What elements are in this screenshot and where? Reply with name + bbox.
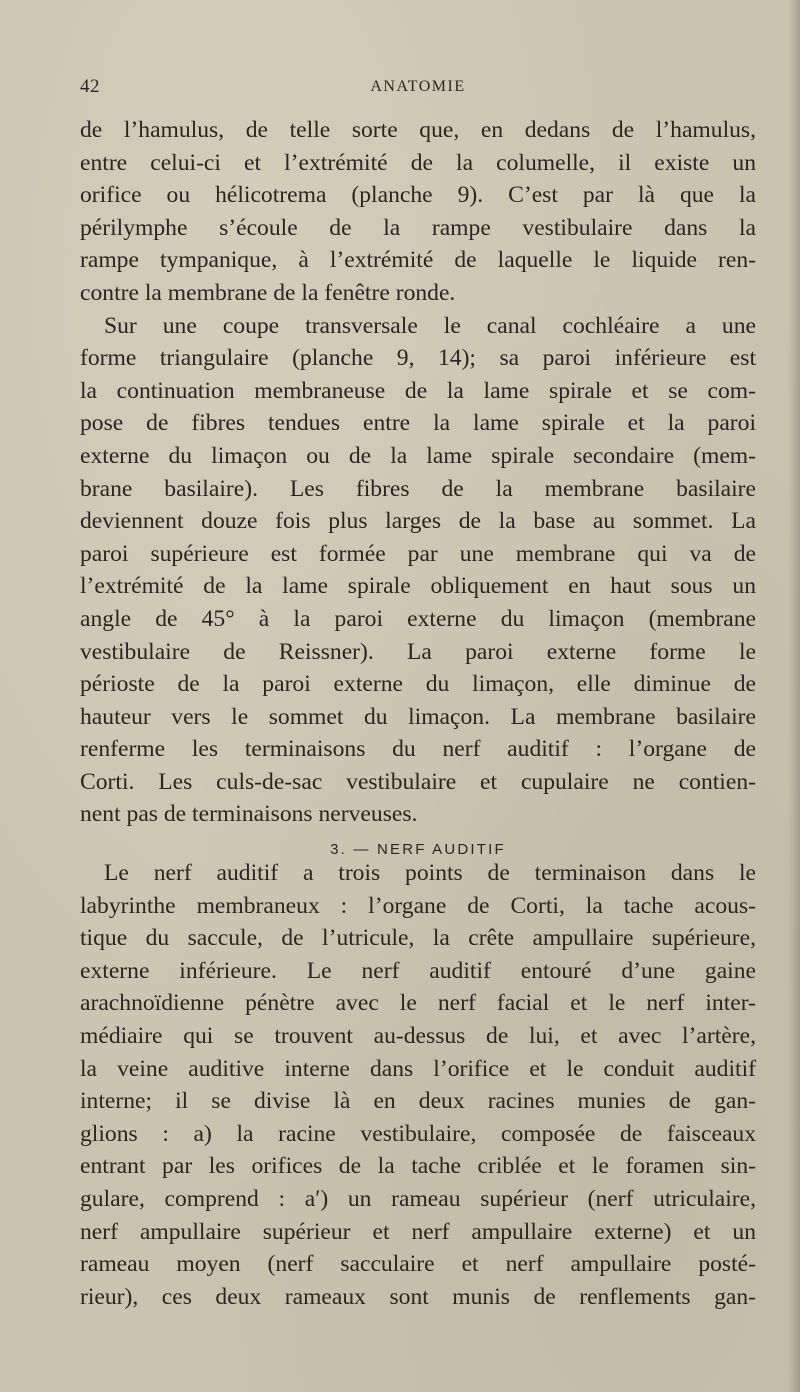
text-line: médiaire qui se trouvent au-dessus de lui, et avec l’artère, <box>80 1022 756 1049</box>
text-line: rampe tympanique, à l’extrémité de laquelle le liquide ren- <box>80 247 756 274</box>
text-line: gulare, comprend : a′) un rameau supérieur (nerf utriculaire, <box>80 1185 756 1212</box>
text-line: brane basilaire). Les fibres de la membrane basilaire <box>80 475 756 502</box>
paragraph-canal-cochleaire <box>80 310 756 832</box>
text-line: forme triangulaire (planche 9, 14); sa paroi inférieure est <box>80 345 756 372</box>
text-line: arachnoïdienne pénètre avec le nerf facial et le nerf inter- <box>80 990 756 1017</box>
text-line: angle de 45° à la paroi externe du limaçon (membrane <box>80 605 756 632</box>
section-heading <box>80 841 756 858</box>
section-dash: — <box>353 841 371 858</box>
text-line: de l’hamulus, de telle sorte que, en dedans de l’hamulus, <box>80 117 756 143</box>
text-line: paroi supérieure est formée par une membrane qui va de <box>80 540 756 567</box>
text-line: renferme les terminaisons du nerf auditif : l’organe de <box>80 736 756 763</box>
text-line: la continuation membraneuse de la lame spirale et se com- <box>80 377 756 404</box>
text-line: entre celui-ci et l’extrémité de la columelle, il existe un <box>80 149 756 176</box>
running-head <box>80 76 756 104</box>
page-number: 42 <box>80 76 100 97</box>
text-line: contre la membrane de la fenêtre ronde. <box>80 279 456 306</box>
text-line: interne; il se divise là en deux racines munies de gan- <box>80 1088 756 1115</box>
text-block-upper <box>80 114 756 831</box>
running-title: ANATOMIE <box>370 78 466 95</box>
text-line: labyrinthe membraneux : l’organe de Corti, la tache acous- <box>80 892 756 919</box>
page-edge-shadow <box>788 0 800 1392</box>
text-line: rameau moyen (nerf sacculaire et nerf ampullaire posté- <box>80 1251 756 1278</box>
text-line: orifice ou hélicotrema (planche 9). C’est par là que la <box>80 182 756 209</box>
text-line: glions : a) la racine vestibulaire, composée de faisceaux <box>80 1120 756 1147</box>
text-line: nerf ampullaire supérieur et nerf ampullaire externe) et un <box>80 1218 756 1245</box>
text-line: l’extrémité de la lame spirale obliquement en haut sous un <box>80 573 756 600</box>
text-line: Le nerf auditif a trois points de terminaison dans le <box>104 860 756 886</box>
text-line: externe du limaçon ou de la lame spirale secondaire (mem- <box>80 442 756 469</box>
text-block-lower <box>80 857 756 1313</box>
text-line: nent pas de terminaisons nerveuses. <box>80 801 418 828</box>
text-line: hauteur vers le sommet du limaçon. La membrane basilaire <box>80 703 756 730</box>
section-title: NERF AUDITIF <box>376 841 506 858</box>
text-line: externe inférieure. Le nerf auditif entouré d’une gaine <box>80 957 756 984</box>
text-line: tique du saccule, de l’utricule, la crête ampullaire supérieure, <box>80 925 756 952</box>
text-line: vestibulaire de Reissner). La paroi externe forme le <box>80 638 756 665</box>
text-line: la veine auditive interne dans l’orifice et le conduit auditif <box>80 1055 756 1082</box>
text-line: rieur), ces deux rameaux sont munis de renflements gan- <box>80 1283 756 1310</box>
text-line: périoste de la paroi externe du limaçon, elle diminue de <box>80 671 756 698</box>
paragraph-nerf-auditif <box>80 857 756 1313</box>
text-line: entrant par les orifices de la tache criblée et le foramen sin- <box>80 1153 756 1180</box>
text-line: deviennent douze fois plus larges de la base au sommet. La <box>80 508 756 535</box>
text-line: périlymphe s’écoule de la rampe vestibulaire dans la <box>80 214 756 241</box>
section-number: 3. <box>330 841 348 858</box>
text-line: pose de fibres tendues entre la lame spirale et la paroi <box>80 410 756 437</box>
text-line: Corti. Les culs-de-sac vestibulaire et cupulaire ne contien- <box>80 768 756 795</box>
paragraph-hamulus <box>80 114 756 310</box>
text-line: Sur une coupe transversale le canal cochléaire a une <box>104 312 756 339</box>
